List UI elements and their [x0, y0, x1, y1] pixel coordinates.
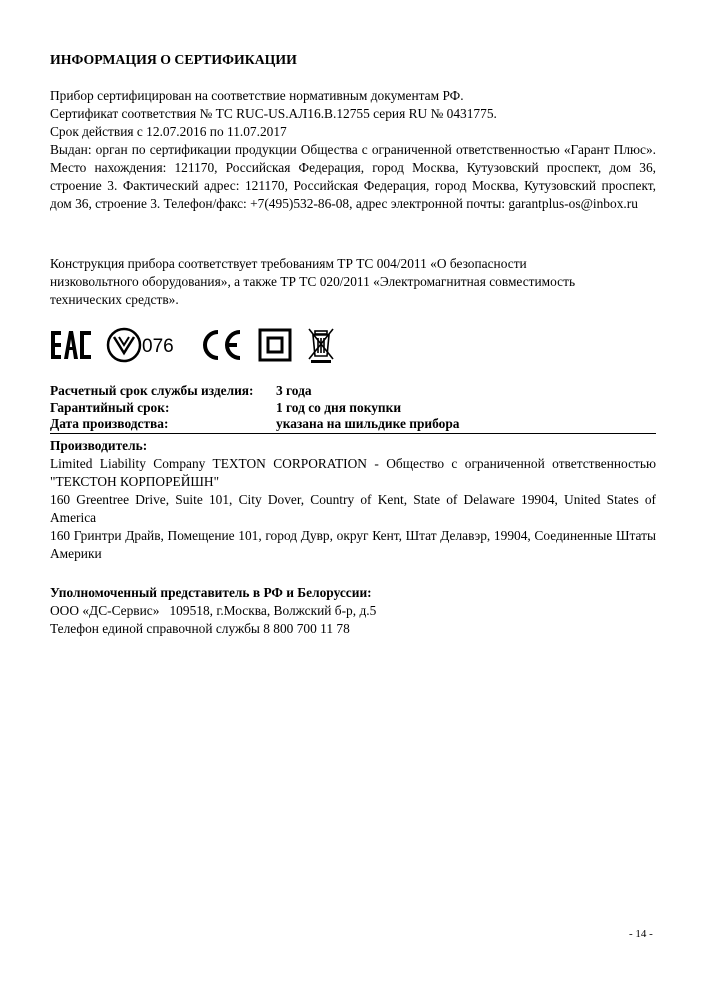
weee-bin-icon	[306, 325, 336, 365]
info-row-warranty	[50, 400, 656, 417]
eac-mark-icon	[50, 329, 92, 361]
manufacturer-name: Limited Liability Company TEXTON CORPORATION - Общество с ограниченной ответственностью "ТЕКСТОН КОРПОРЕЙШН"	[50, 456, 656, 489]
rst-code: 076	[142, 336, 174, 357]
representative-company: ООО «ДС-Сервис» 109518, г.Москва, Волжский б-р, д.5	[50, 603, 377, 618]
info-value: указана на шильдике прибора	[276, 416, 460, 431]
cert-line-3: Срок действия с 12.07.2016 по 11.07.2017	[50, 124, 287, 139]
cert-issued-by: Выдан: орган по сертификации продукции Общества с ограниченной ответственностью «Гарант Плюс». Место нахождения: 121170, Российская Федерация, город Москва, Кутузовский проспект, дом 36, строение 3. Фактический адрес: 121170, Российская Федерация, город Москва, Кутузовский проспект, дом 36, строение 3. Телефон/факс: +7(495)532-86-08, адрес электронной почты: garantplus-os@inbox.ru	[50, 142, 656, 211]
cert-line-2: Сертификат соответствия № ТС RUC-US.АЛ16.В.12755 серия RU № 0431775.	[50, 106, 497, 121]
representative-phone: Телефон единой справочной службы 8 800 700 11 78	[50, 621, 350, 636]
manufacturer-address-en: 160 Greentree Drive, Suite 101, City Dover, Country of Kent, State of Delaware 19904, United States of America	[50, 492, 656, 525]
info-row-service-life	[50, 383, 656, 400]
cert-line-1: Прибор сертифицирован на соответствие нормативным документам РФ.	[50, 88, 464, 103]
certification-marks	[50, 322, 336, 368]
product-info-table	[50, 383, 656, 434]
info-key: Расчетный срок службы изделия:	[50, 383, 254, 398]
representative-block	[50, 584, 656, 638]
page-title: ИНФОРМАЦИЯ О СЕРТИФИКАЦИИ	[50, 52, 297, 67]
info-key: Гарантийный срок:	[50, 399, 170, 415]
representative-heading: Уполномоченный представитель в РФ и Белоруссии:	[50, 585, 372, 600]
manufacturer-address-ru: 160 Гринтри Драйв, Помещение 101, город Дувр, округ Кент, Штат Делавэр, 19904, Соединенные Штаты Америки	[50, 528, 656, 561]
manufacturer-block	[50, 437, 656, 563]
info-key: Дата производства:	[50, 416, 169, 431]
info-value: 3 года	[276, 383, 312, 398]
ce-label: CE	[198, 328, 200, 329]
page-number: - 14 -	[629, 928, 653, 940]
conformity-statement: Конструкция прибора соответствует требованиям ТР ТС 004/2011 «О безопасности низковольтного оборудования», а также ТР ТС 020/2011 «Электромагнитная совместимость технических средств».	[50, 256, 576, 307]
manufacturer-heading: Производитель:	[50, 438, 148, 453]
certification-block	[50, 87, 656, 213]
double-insulation-icon	[258, 328, 292, 362]
info-row-production-date	[50, 416, 656, 434]
eac-label: EAC	[50, 329, 52, 330]
ce-mark-icon	[198, 328, 244, 362]
info-value: 1 год со дня покупки	[276, 399, 402, 415]
rst-mark-icon	[106, 325, 184, 365]
